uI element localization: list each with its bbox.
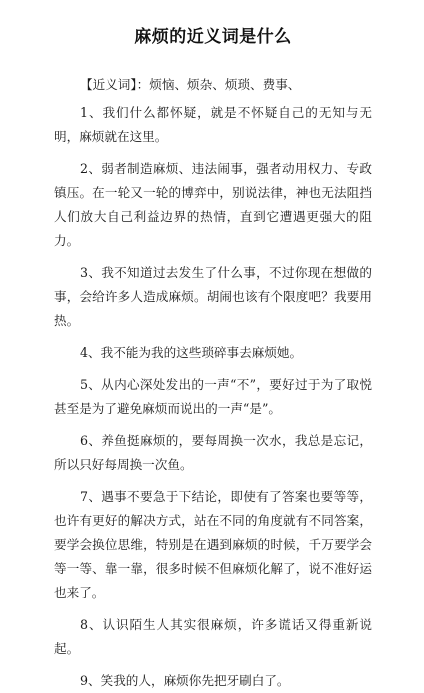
paragraph-7: 7、遇事不要急于下结论，即使有了答案也要等等，也许有更好的解决方式，站在不同的角度就有不同答案，要学会换位思维，特别是在遇到麻烦的时候，千万要学会等一等、靠一靠，很多时候不但麻烦化解了，说不准好运也来了。	[54, 489, 372, 600]
paragraph-6: 6、养鱼挺麻烦的，要每周换一次水，我总是忘记，所以只好每周换一次鱼。	[54, 433, 372, 472]
synonyms-line: 【近义词】：烦恼、烦杂、烦琐、费事、	[80, 77, 301, 92]
paragraph-5: 5、从内心深处发出的一声“不”，要好过于为了取悦甚至是为了避免麻烦而说出的一声“是”。	[54, 377, 372, 416]
paragraph-4: 4、我不能为我的这些琐碎事去麻烦她。	[80, 345, 303, 360]
paragraph-9: 9、笑我的人，麻烦你先把牙刷白了。	[80, 673, 290, 688]
paragraph-8: 8、认识陌生人其实很麻烦，许多谎话又得重新说起。	[54, 617, 372, 656]
page-title: 麻烦的近义词是什么	[134, 27, 292, 47]
paragraph-list	[54, 101, 372, 693]
paragraph-1: 1、我们什么都怀疑，就是不怀疑自己的无知与无明，麻烦就在这里。	[54, 105, 372, 144]
paragraph-3: 3、我不知道过去发生了什么事，不过你现在想做的事，会给许多人造成麻烦。胡闹也该有个限度吧？我要用热。	[54, 265, 372, 328]
paragraph-2: 2、弱者制造麻烦、违法闹事，强者动用权力、专政镇压。在一轮又一轮的博弈中，别说法律，神也无法阻挡人们放大自己利益边界的热情，直到它遭遇更强大的阻力。	[54, 161, 372, 248]
